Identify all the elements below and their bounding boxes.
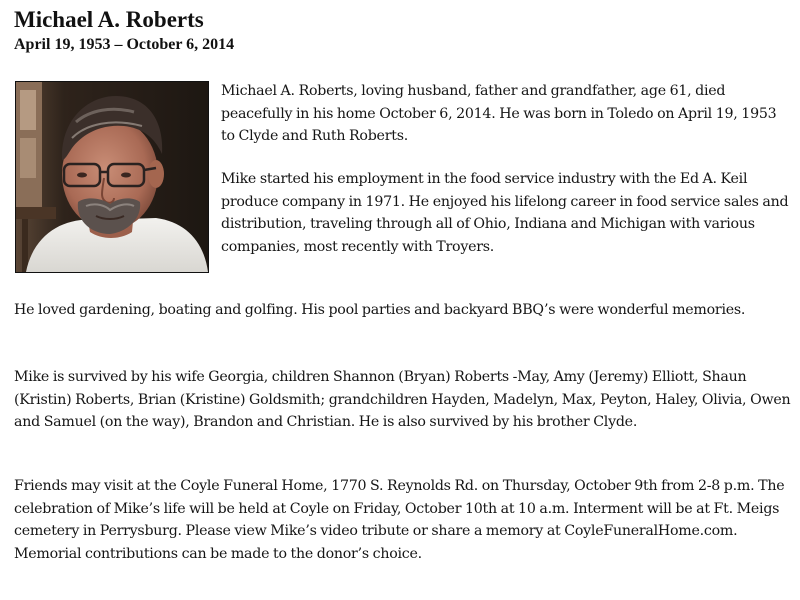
obituary-dates: April 19, 1953 – October 6, 2014 (14, 36, 235, 53)
obituary-name: Michael A. Roberts (14, 7, 204, 32)
paragraph-career: Mike started his employment in the food service industry with the Ed A. Keil produce company in 1971. He enjoyed his lifelong career in food service sales and distribution, traveling through all of Ohio, Indiana and Michigan with various companies, most recently with Troyers. (221, 171, 789, 255)
paragraph-hobbies: He loved gardening, boating and golfing. His pool parties and backyard BBQ’s were wonderful memories. (14, 302, 746, 318)
portrait-photo (15, 81, 209, 273)
paragraph-services: Friends may visit at the Coyle Funeral Home, 1770 S. Reynolds Rd. on Thursday, October 9th from 2-8 p.m. The celebration of Mike’s life will be held at Coyle on Friday, October 10th at 10 a.m. Interment will be at Ft. Meigs cemetery in Perrysburg. Please view Mike’s video tribute or share a memory at CoyleFuneralHome.com. Memorial contributions can be made to the donor’s choice. (14, 478, 785, 562)
paragraph-intro: Michael A. Roberts, loving husband, father and grandfather, age 61, died peacefully in his home October 6, 2014. He was born in Toledo on April 19, 1953 to Clyde and Ruth Roberts. (221, 83, 777, 144)
paragraph-survivors: Mike is survived by his wife Georgia, children Shannon (Bryan) Roberts -May, Amy (Jeremy) Elliott, Shaun (Kristin) Roberts, Brian (Kristine) Goldsmith; grandchildren Hayden, Madelyn, Max, Peyton, Haley, Olivia, Owen and Samuel (on the way), Brandon and Christian. He is also survived by his brother Clyde. (14, 369, 791, 430)
